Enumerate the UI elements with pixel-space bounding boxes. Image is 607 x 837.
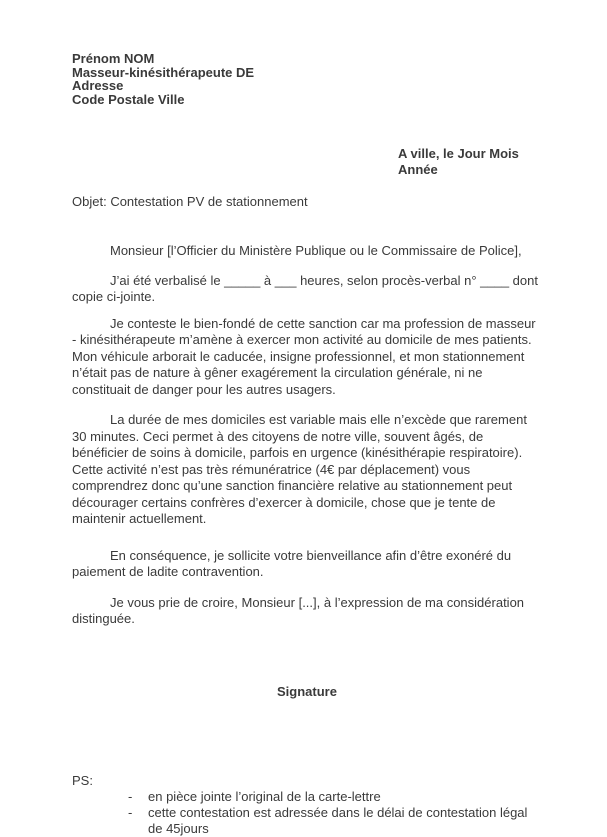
sender-city: Code Postale Ville [72, 91, 185, 107]
dash-bullet: - [128, 788, 133, 804]
paragraph-exoneration: En conséquence, je sollicite votre bienveillance afin d’être exonéré du paiement de ladite contravention. [72, 547, 512, 579]
postscript-item-2 [128, 805, 542, 837]
paragraph-verbalisation: J’ai été verbalisé le _____ à ___ heures, selon procès-verbal n° ____ dont copie ci-jointe. [72, 272, 538, 304]
sender-address: Adresse [72, 78, 124, 93]
sender-profession: Masseur-kinésithérapeute DE [72, 64, 255, 80]
dash-bullet: - [128, 804, 133, 820]
subject-text: Contestation PV de stationnement [110, 194, 308, 209]
signature-label: Signature [277, 683, 337, 699]
paragraph-duree-domiciles: La durée de mes domiciles est variable mais elle n’excède que rarement 30 minutes. Ceci permet à des citoyens de notre ville, souvent âgés, de bénéficier de soins à domicile, parfois en urgence (kinésithérapie respiratoire). Cette activité n’est pas très rémunératrice (4€ par déplacement) vous comprendrez donc qu’une sanction financière relative au stationnement peut décourager certains confrères d’exercer à domicile, chose que je tente de maintenir actuellement. [72, 412, 527, 526]
sender-block [72, 52, 542, 106]
postscript-item-2-text: cette contestation est adressée dans le délai de contestation légal de 45jours [148, 804, 528, 836]
postscript-item-1-text: en pièce jointe l’original de la carte-lettre [148, 788, 381, 804]
date-line: A ville, le Jour Mois Année [398, 146, 519, 177]
postscript-item-1 [128, 789, 542, 805]
postscript-label: PS: [72, 772, 93, 788]
paragraph-contestation: Je conteste le bien-fondé de cette sanction car ma profession de masseur - kinésithérapeute m’amène à exercer mon activité au domicile de mes patients. Mon véhicule arborait le caducée, insigne professionnel, et mon stationnement n’était pas de nature à gêner exagérement la circulation générale, ni ne constituait de danger pour les autres usagers. [72, 315, 536, 397]
subject-line [72, 194, 542, 210]
sender-name: Prénom NOM [72, 51, 155, 66]
subject-label: Objet: [72, 194, 107, 209]
salutation: Monsieur [l’Officier du Ministère Publique ou le Commissaire de Police], [110, 243, 522, 258]
paragraph-formule-politesse: Je vous prie de croire, Monsieur [...], à l’expression de ma considération distinguée. [72, 594, 525, 626]
